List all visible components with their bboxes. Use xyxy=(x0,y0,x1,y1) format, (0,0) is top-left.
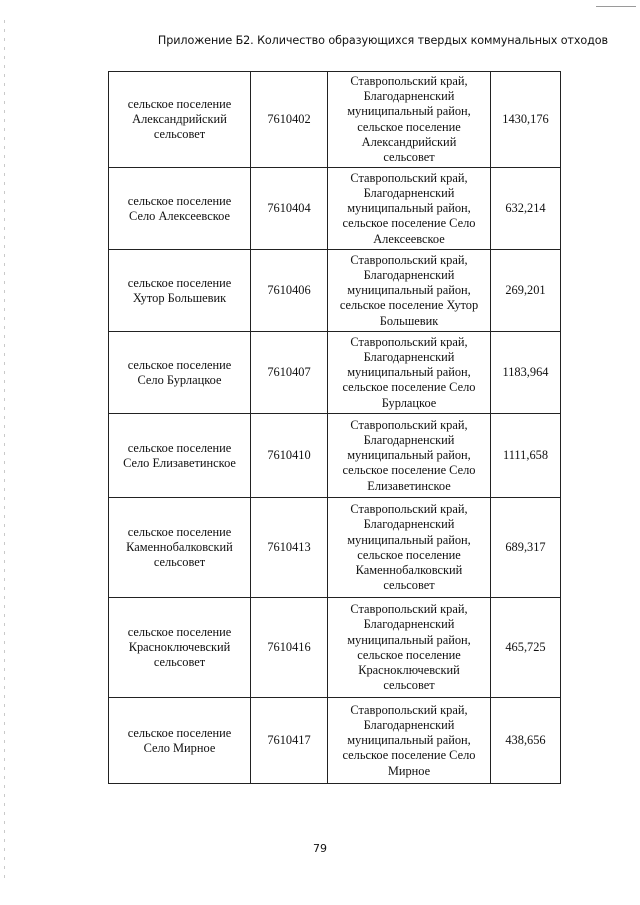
table-row xyxy=(109,498,561,598)
page-header: Приложение Б2. Количество образующихся твердых коммунальных отходов xyxy=(157,34,608,47)
table-row xyxy=(109,598,561,698)
settlement-cell: сельское поселение Село Бурлацкое xyxy=(109,332,251,414)
address-cell: Ставропольский край, Благодарненский муниципальный район, сельское поселение Александрийский сельсовет xyxy=(328,72,491,168)
table-row xyxy=(109,414,561,498)
settlement-cell: сельское поселение Красноключевский сельсовет xyxy=(109,598,251,698)
oktmo-code-cell: 7610402 xyxy=(251,72,328,168)
address-cell: Ставропольский край, Благодарненский муниципальный район, сельское поселение Хутор Большевик xyxy=(328,250,491,332)
waste-volume-table xyxy=(108,71,561,784)
oktmo-code-cell: 7610407 xyxy=(251,332,328,414)
value-cell: 1183,964 xyxy=(491,332,561,414)
oktmo-code-cell: 7610410 xyxy=(251,414,328,498)
scan-edge-line xyxy=(596,6,636,7)
value-cell: 689,317 xyxy=(491,498,561,598)
address-cell: Ставропольский край, Благодарненский муниципальный район, сельское поселение Село Елизаветинское xyxy=(328,414,491,498)
table-row xyxy=(109,698,561,784)
table-row xyxy=(109,72,561,168)
settlement-cell: сельское поселение Каменнобалковский сельсовет xyxy=(109,498,251,598)
value-cell: 1111,658 xyxy=(491,414,561,498)
oktmo-code-cell: 7610417 xyxy=(251,698,328,784)
scan-margin-marks xyxy=(4,20,5,880)
address-cell: Ставропольский край, Благодарненский муниципальный район, сельское поселение Село Бурлацкое xyxy=(328,332,491,414)
oktmo-code-cell: 7610413 xyxy=(251,498,328,598)
table-row xyxy=(109,250,561,332)
table-row xyxy=(109,168,561,250)
address-cell: Ставропольский край, Благодарненский муниципальный район, сельское поселение Красноключевский сельсовет xyxy=(328,598,491,698)
settlement-cell: сельское поселение Хутор Большевик xyxy=(109,250,251,332)
value-cell: 269,201 xyxy=(491,250,561,332)
table-row xyxy=(109,332,561,414)
address-cell: Ставропольский край, Благодарненский муниципальный район, сельское поселение Село Алексеевское xyxy=(328,168,491,250)
settlement-cell: сельское поселение Село Алексеевское xyxy=(109,168,251,250)
page-number: 79 xyxy=(313,842,327,855)
settlement-cell: сельское поселение Александрийский сельсовет xyxy=(109,72,251,168)
settlement-cell: сельское поселение Село Мирное xyxy=(109,698,251,784)
value-cell: 438,656 xyxy=(491,698,561,784)
settlement-cell: сельское поселение Село Елизаветинское xyxy=(109,414,251,498)
value-cell: 465,725 xyxy=(491,598,561,698)
oktmo-code-cell: 7610406 xyxy=(251,250,328,332)
address-cell: Ставропольский край, Благодарненский муниципальный район, сельское поселение Каменнобалковский сельсовет xyxy=(328,498,491,598)
value-cell: 632,214 xyxy=(491,168,561,250)
address-cell: Ставропольский край, Благодарненский муниципальный район, сельское поселение Село Мирное xyxy=(328,698,491,784)
value-cell: 1430,176 xyxy=(491,72,561,168)
oktmo-code-cell: 7610416 xyxy=(251,598,328,698)
oktmo-code-cell: 7610404 xyxy=(251,168,328,250)
